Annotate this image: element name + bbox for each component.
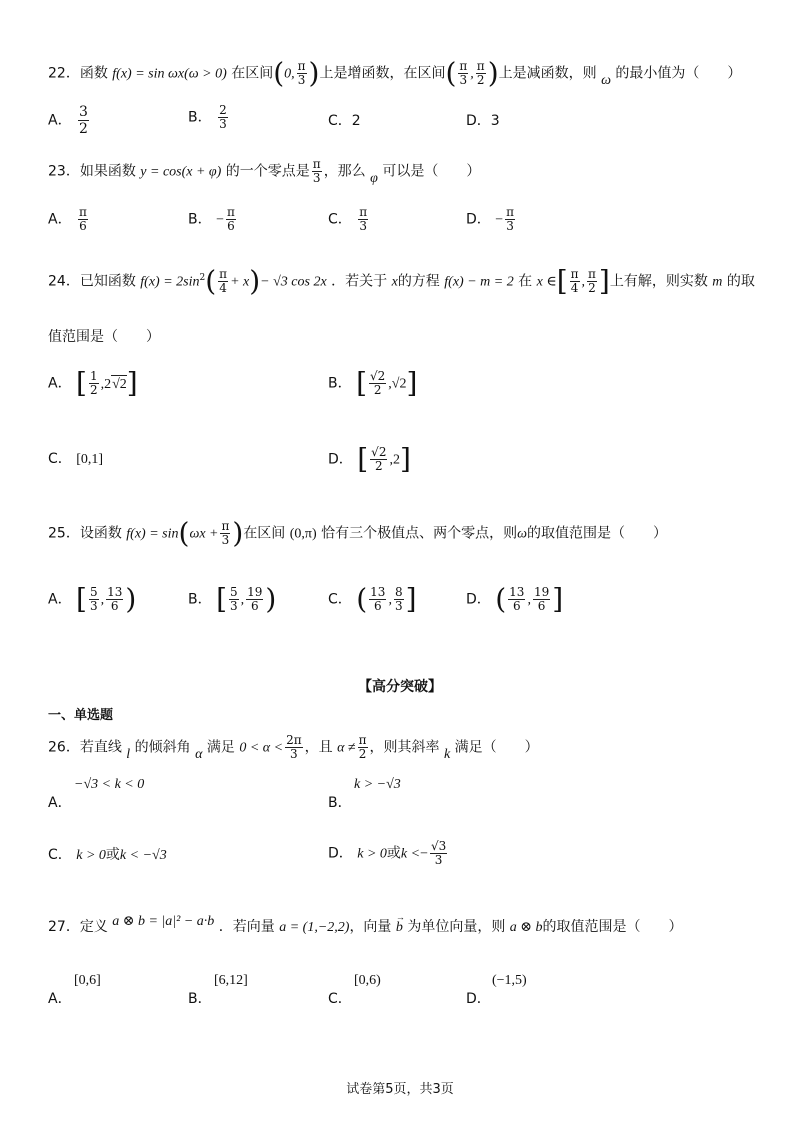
q22-omega: ω [601,72,611,88]
q26-option-c-part1: k > 0 [76,848,106,863]
q26-number: 26． [48,739,80,756]
q25-function: f(x) = sin [126,526,179,542]
option-label: A． [48,991,72,1007]
q26-l: l [126,746,131,762]
q25-option-a[interactable]: A． [ $\frac{5}{3}$ , $\frac{13}{6}$ ) [48,582,137,616]
q23-number: 23． [48,163,80,180]
q27-option-b-value: [6,12] [214,973,248,988]
q26-text: 满足（ ） [454,739,539,756]
q24-equation: f(x) − m = 2 [444,274,514,290]
q22-stem: 22．函数 f(x) = sin ωx(ω > 0) 在区间(0, $\frac{\pi}{3}$ )上是增函数，在区间( $\frac{\pi}{3}$ , $\frac{\pi}{2}$ )上是减函数，则 ω 的最小值为（ ） [48,56,742,90]
option-label: C．2 [328,113,361,129]
option-label: D． [466,591,491,608]
q27-option-a-value: [0,6] [74,973,101,988]
option-label: A． [48,795,72,811]
option-label: D． [328,845,353,862]
option-label: C． [48,847,72,863]
q24-text: 的方程 [397,273,440,290]
q24-text: 在 [518,273,533,290]
q26-text: 满足 [206,739,235,756]
q26-option-c[interactable] [48,846,167,865]
option-label: D． [466,991,491,1007]
q22-number: 22． [48,65,80,82]
q24-m: m [712,274,723,290]
q27-vector-a: a = (1,−2,2) [279,920,350,935]
q23-text: 可以是（ ） [382,163,481,180]
q24-stem: 24．已知函数 $f(x) = 2\sin^2$( $\frac{\pi}{4}$ + x)− √3 cos 2x ．若关于 x的方程 f(x) − m = 2 在 x ∈[ $\frac{\pi}{4}$ , $\frac{\pi}{2}$ ]上有解，则实数 m 的取 [48,264,755,298]
page-footer: 试卷第5页，共3页 [346,1082,454,1097]
option-label: C． [48,451,72,467]
q23-function: y = cos(x + φ) [140,164,222,180]
option-label: D．3 [466,113,500,129]
q25-text: 恰有三个极值点、两个零点，则 [321,525,518,542]
option-label: C． [328,991,352,1007]
q27-number: 27． [48,919,80,935]
q25-option-c[interactable]: C． ( $\frac{13}{6}$ , $\frac{8}{3}$ ] [328,582,417,616]
q25-omega: ω [517,526,528,542]
q27-text: ．若向量 [218,919,275,935]
q23-option-c[interactable]: C． $\frac{\pi}{3}$ [328,205,368,233]
q26-k: k [443,746,451,762]
q22-text: 在区间 [231,65,274,82]
q27-option-b[interactable] [188,972,248,1008]
q26-option-d[interactable]: D． k > 0或k <− $\frac{√3}{3}$ [328,839,447,867]
option-label: A． [48,375,72,392]
q26-condition2: α ≠ [337,740,356,756]
option-label: D． [466,211,491,228]
q26-option-a[interactable] [48,776,144,812]
q27-text: 定义 [79,919,108,935]
option-label: C． [328,591,352,608]
section-subtitle: 一、单选题 [48,708,114,723]
q25-number: 25． [48,525,80,542]
q22-text: 上是增函数，在区间 [319,65,446,82]
option-label: B． [328,795,352,811]
q27-text: 的取值范围是（ ） [542,919,683,935]
q27-option-a[interactable] [48,972,101,1008]
q24-domain: x ∈ [536,274,557,290]
option-label: B． [328,375,352,392]
q24-option-b[interactable]: B． [ $\frac{√2}{2}$ ,√2] [328,366,418,400]
q22-function: f(x) = sin ωx(ω > 0) [112,66,227,82]
q26-option-d-part1: k > 0 [357,846,387,862]
q26-option-c-part2: k < −√3 [119,848,167,863]
q27-text: 为单位向量，则 [407,919,506,935]
q27-option-d[interactable] [466,972,527,1008]
q26-text: 若直线 [79,739,122,756]
option-label: A． [48,112,72,129]
option-label: D． [328,451,353,468]
q24-function-part2: − √3 cos 2x [260,274,327,290]
q23-text: 如果函数 [79,163,136,180]
q24-number: 24． [48,273,80,290]
q24-option-d[interactable]: D． [ $\frac{√2}{2}$ ,2] [328,442,411,476]
q26-stem: 26．若直线 l 的倾斜角 α 满足 0 < α < $\frac{2\pi}{3}$ ，且 α ≠ $\frac{\pi}{2}$ ，则其斜率 k 满足（ ） [48,733,539,762]
option-label: C． [328,211,352,228]
q26-text: ，则其斜率 [369,739,440,756]
q25-text: 设函数 [79,525,122,542]
option-label: B． [188,591,212,608]
option-label: A． [48,591,72,608]
q26-option-c-or: 或 [105,847,120,863]
q26-option-d-or: 或 [386,845,401,862]
q26-alpha: α [195,746,203,762]
option-label: B． [188,991,212,1007]
q24-option-c-value: [0,1] [76,452,104,467]
q24-option-c[interactable] [48,450,103,469]
q27-definition: a ⊗ b = |a|² − a·b [112,914,215,929]
q24-option-a[interactable]: A． [ $\frac{1}{2}$ ,2√2] [48,366,138,400]
option-label: B． [188,211,212,228]
q22-option-c[interactable] [328,112,361,130]
q24-text: 上有解，则实数 [609,273,708,290]
q24-x: x [391,274,398,290]
q27-option-c-value: [0,6) [354,973,381,988]
q24-text: 值范围是（ ） [48,329,160,345]
section-title: 【高分突破】 [358,679,442,695]
q27-a-otimes-b: a ⊗ b [509,920,543,935]
q24-stem-cont [48,328,160,346]
q23-stem: 23．如果函数 y = cos(x + φ) 的一个零点是 $\frac{\pi}{3}$ ，那么 φ 可以是（ ） [48,157,481,186]
q27-option-d-value: (−1,5) [492,973,527,988]
q26-condition1: 0 < α < [239,740,284,756]
q25-text: 的取值范围是（ ） [527,525,668,542]
q25-stem: 25．设函数 f(x) = sin(ωx + $\frac{\pi}{3}$ )在区间 (0,π) 恰有三个极值点、两个零点，则ω的取值范围是（ ） [48,516,668,550]
q24-text: 的取 [726,273,755,290]
q22-option-a[interactable]: A． $\frac{3}{2}$ [48,104,88,137]
q27-option-c[interactable] [328,972,381,1008]
q26-option-b[interactable] [328,776,401,812]
q26-option-d-part2: k < [400,846,421,862]
option-label: B． [188,109,212,126]
q22-text: 函数 [79,65,108,82]
q23-phi: φ [370,170,378,186]
q27-text: ，向量 [349,919,392,935]
q26-option-a-value: −√3 < k < 0 [74,777,145,792]
q22-option-d[interactable] [466,112,500,130]
q24-text: 已知函数 [79,273,136,290]
q25-option-b[interactable]: B． [ $\frac{5}{3}$ , $\frac{19}{6}$ ) [188,582,277,616]
q22-option-b[interactable]: B． $\frac{2}{3}$ [188,103,227,131]
q25-option-d[interactable]: D． ( $\frac{13}{6}$ , $\frac{19}{6}$ ] [466,582,564,616]
q23-text: ，那么 [323,163,366,180]
q23-option-a[interactable]: A． $\frac{\pi}{6}$ [48,205,87,233]
q25-interval: (0,π) [289,526,317,542]
q27-stem [48,914,683,937]
q24-text: ．若关于 [331,273,388,290]
q26-option-b-value: k > −√3 [354,777,401,792]
q23-text: 的一个零点是 [225,163,310,180]
q26-text: 的倾斜角 [134,739,191,756]
q24-function-part1: f(x) = 2sin [140,274,200,290]
q26-text: ，且 [304,739,333,756]
q22-text: 上是减函数，则 [498,65,597,82]
option-label: A． [48,211,72,228]
q23-option-d[interactable]: D． − $\frac{\pi}{3}$ [466,205,515,233]
q23-option-b[interactable]: B． − $\frac{\pi}{6}$ [188,205,235,233]
q22-text: 的最小值为（ ） [615,65,742,82]
q25-text: 在区间 [243,525,286,542]
q27-vector-b: → b [396,919,403,937]
